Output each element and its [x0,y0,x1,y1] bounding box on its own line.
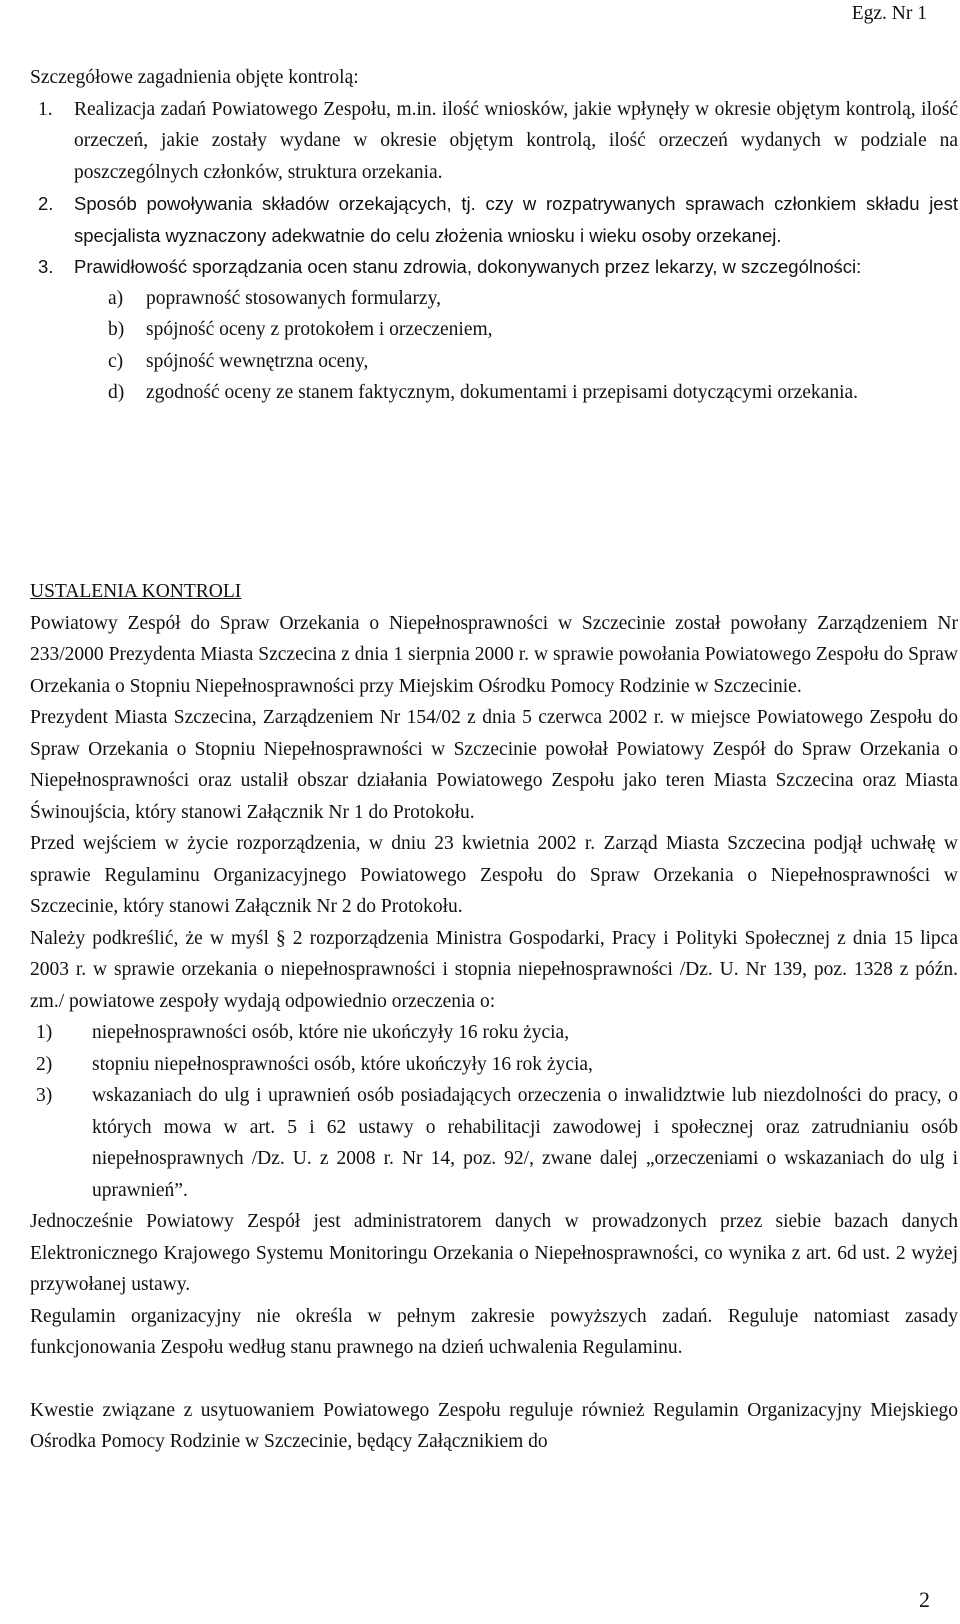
list-item [30,1049,958,1081]
list-item [30,94,958,189]
list-item-number: 3. [38,256,54,277]
sub-item-text: spójność oceny z protokołem i orzeczeniem, [146,319,493,340]
findings-section [30,576,958,1458]
scope-section [30,62,958,409]
list-item-number: 3) [36,1085,53,1106]
list-item-text: Sposób powoływania składów orzekających, tj. czy w rozpatrywanych sprawach członkiem składu jest specjalista wyznaczony adekwatnie do celu złożenia wniosku i wieku osoby orzekanej. [74,193,958,246]
list-item-number: 1. [38,98,53,120]
paragraph: Regulamin organizacyjny nie określa w pełnym zakresie powyższych zadań. Reguluje natomiast zasady funkcjonowania Zespołu według stanu prawnego na dzień uchwalenia Regulaminu. [30,1305,958,1358]
sub-item-text: poprawność stosowanych formularzy, [146,287,441,309]
scope-intro: Szczegółowe zagadnienia objęte kontrolą: [30,67,359,88]
paragraph: Powiatowy Zespół do Spraw Orzekania o Niepełnosprawności w Szczecinie został powołany Zarządzeniem Nr 233/2000 Prezydenta Miasta Szczecina z dnia 1 sierpnia 2000 r. w sprawie powołania Powiatowego Zespołu do Spraw Orzekania o Stopniu Niepełnosprawności przy Miejskim Ośrodku Pomocy Rodzinie w Szczecinie. [30,612,958,697]
sub-item-letter: b) [108,319,125,340]
copy-number-label: Egz. Nr 1 [851,3,927,24]
sub-item-letter: a) [108,287,124,309]
list-item-text: Prawidłowość sporządzania ocen stanu zdrowia, dokonywanych przez lekarzy, w szczególności: [74,256,862,277]
list-item [30,251,958,283]
sub-item-letter: c) [108,350,124,372]
paragraph: Kwestie związane z usytuowaniem Powiatowego Zespołu reguluje również Regulamin Organizacyjny Miejskiego Ośrodka Pomocy Rodzinie w Szczecinie, będący Załącznikiem do [30,1399,958,1452]
list-item-text: niepełnosprawności osób, które nie ukończyły 16 roku życia, [92,1022,570,1043]
list-item-text: wskazaniach do ulg i uprawnień osób posiadających orzeczenia o inwalidztwie lub niezdolności do pracy, o których mowa w art. 5 i 62 ustawy o rehabilitacji zawodowej i społecznej oraz zatrudnianiu osób niepełnosprawnych /Dz. U. z 2008 r. Nr 14, poz. 92/, zwane dalej „orzeczeniami o wskazaniach do ulg i uprawnień”. [92,1085,958,1201]
scope-list [30,94,958,409]
sub-list-item [30,314,958,346]
sub-item-letter: d) [108,382,125,403]
section-heading: USTALENIA KONTROLI [30,581,242,602]
list-item-number: 1) [36,1022,53,1043]
sub-list-item [30,377,958,409]
list-item [30,1017,958,1049]
list-item-number: 2) [36,1053,53,1075]
list-item-text: stopniu niepełnosprawności osób, które ukończyły 16 rok życia, [92,1053,593,1075]
sub-item-text: zgodność oceny ze stanem faktycznym, dokumentami i przepisami dotyczącymi orzekania. [146,382,859,403]
list-item-text: Realizacja zadań Powiatowego Zespołu, m.in. ilość wniosków, jakie wpłynęły w okresie objętym kontrolą, ilość orzeczeń, jakie zostały wydane w okresie objętym kontrolą, ilość orzeczeń wydanych w podziale na poszczególnych członków, struktura orzekania. [74,98,958,183]
sub-item-text: spójność wewnętrzna oceny, [146,350,369,372]
paragraph: Przed wejściem w życie rozporządzenia, w dniu 23 kwietnia 2002 r. Zarząd Miasta Szczecina podjął uchwałę w sprawie Regulaminu Organizacyjnego Powiatowego Zespołu do Spraw Orzekania o Niepełnosprawności w Szczecinie, który stanowi Załącznik Nr 2 do Protokołu. [30,833,958,917]
page-number: 2 [919,1587,930,1612]
list-item [30,1080,958,1206]
list-item-number: 2. [38,193,54,214]
paragraph: Należy podkreślić, że w myśl § 2 rozporządzenia Ministra Gospodarki, Pracy i Polityki Społecznej z dnia 15 lipca 2003 r. w sprawie orzekania o niepełnosprawności i stopnia niepełnosprawności /Dz. U. Nr 139, poz. 1328 z późn. zm./ powiatowe zespoły wydają odpowiednio orzeczenia o: [30,927,958,1012]
decision-types-list [30,1017,958,1206]
paragraph: Prezydent Miasta Szczecina, Zarządzeniem Nr 154/02 z dnia 5 czerwca 2002 r. w miejsce Powiatowego Zespołu do Spraw Orzekania o Stopniu Niepełnosprawności w Szczecinie powołał Powiatowy Zespół do Spraw Orzekania o Niepełnosprawności oraz ustalił obszar działania Powiatowego Zespołu jako teren Miasta Szczecina oraz Miasta Świnoujścia, który stanowi Załącznik Nr 1 do Protokołu. [30,707,958,823]
sub-list-item [30,283,958,315]
list-item [30,188,958,251]
paragraph: Jednocześnie Powiatowy Zespół jest administratorem danych w prowadzonych przez siebie bazach danych Elektronicznego Krajowego Systemu Monitoringu Orzekania o Niepełnosprawności, co wynika z art. 6d ust. 2 wyżej przywołanej ustawy. [30,1211,958,1295]
sub-list-item [30,346,958,378]
